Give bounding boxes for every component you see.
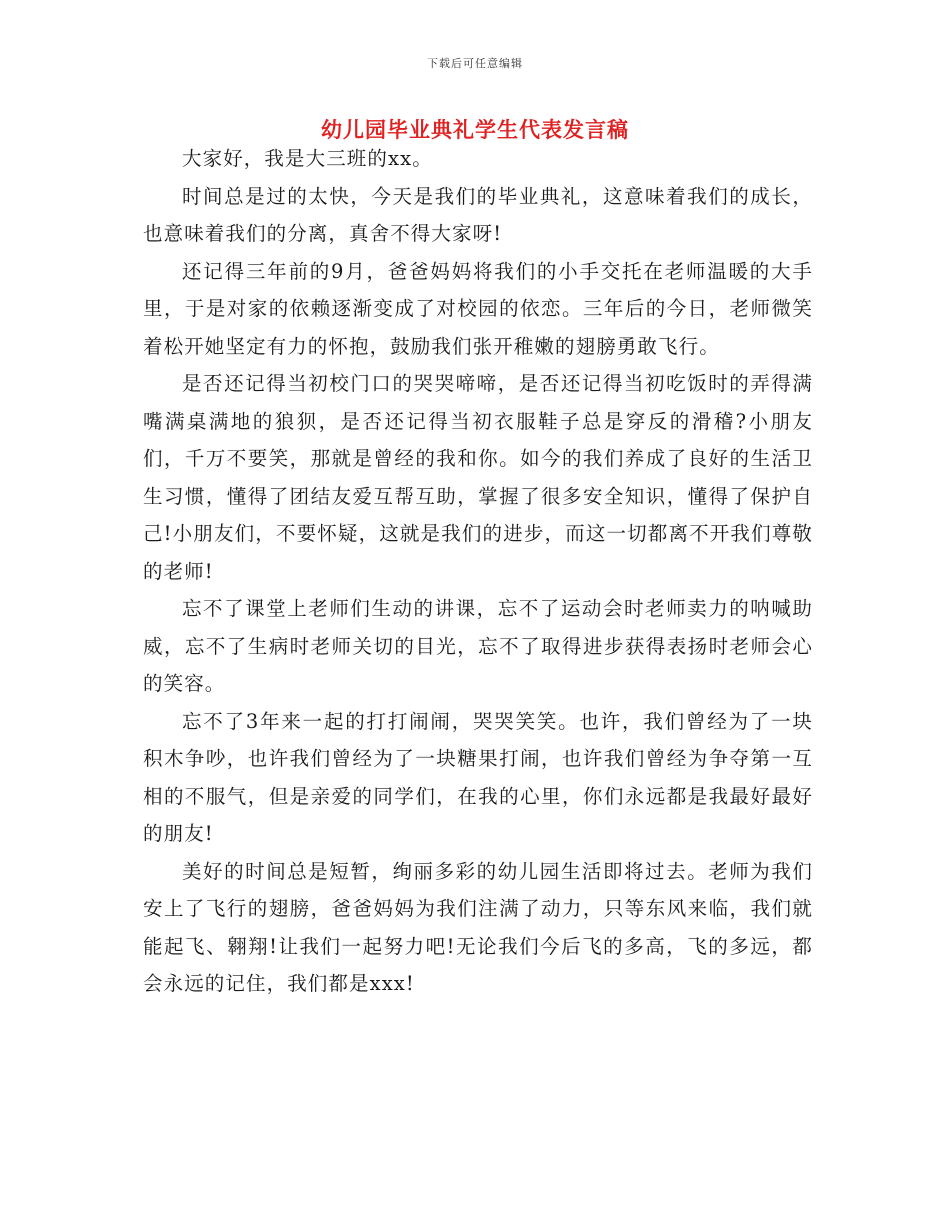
paragraph-teachers: 忘不了课堂上老师们生动的讲课，忘不了运动会时老师卖力的呐喊助威，忘不了生病时老师关切的目光，忘不了取得进步获得表扬时老师会心的笑容。 (143, 597, 813, 695)
document-title: 幼儿园毕业典礼学生代表发言稿 (321, 117, 629, 142)
document-body (143, 140, 813, 1003)
paragraph-friends: 忘不了3年来一起的打打闹闹，哭哭笑笑。也许，我们曾经为了一块积木争吵，也许我们曾经为了一块糖果打闹，也许我们曾经为争夺第一互相的不服气，但是亲爱的同学们，在我的心里，你们永远都是我最好最好的朋友! (143, 709, 813, 845)
header-note: 下载后可任意编辑 (427, 57, 523, 70)
paragraph-growth: 是否还记得当初校门口的哭哭啼啼，是否还记得当初吃饭时的弄得满嘴满桌满地的狼狈，是否还记得当初衣服鞋子总是穿反的滑稽?小朋友们，千万不要笑，那就是曾经的我和你。如今的我们养成了良好的生活卫生习惯，懂得了团结友爱互帮互助，掌握了很多安全知识，懂得了保护自己!小朋友们，不要怀疑，这就是我们的进步，而这一切都离不开我们尊敬的老师! (143, 372, 813, 583)
paragraph-farewell: 美好的时间总是短暂，绚丽多彩的幼儿园生活即将过去。老师为我们安上了飞行的翅膀，爸爸妈妈为我们注满了动力，只等东风来临，我们就能起飞、翱翔!让我们一起努力吧!无论我们今后飞的多高，飞的多远，都会永远的记住，我们都是xxx! (143, 859, 813, 995)
paragraph-memory-september: 还记得三年前的9月，爸爸妈妈将我们的小手交托在老师温暖的大手里，于是对家的依赖逐渐变成了对校园的依恋。三年后的今日，老师微笑着松开她坚定有力的怀抱，鼓励我们张开稚嫩的翅膀勇敢飞行。 (143, 259, 813, 358)
paragraph-greeting: 大家好，我是大三班的xx。 (182, 147, 433, 170)
paragraph-graduation: 时间总是过的太快，今天是我们的毕业典礼，这意味着我们的成长，也意味着我们的分离，真舍不得大家呀! (143, 184, 813, 245)
